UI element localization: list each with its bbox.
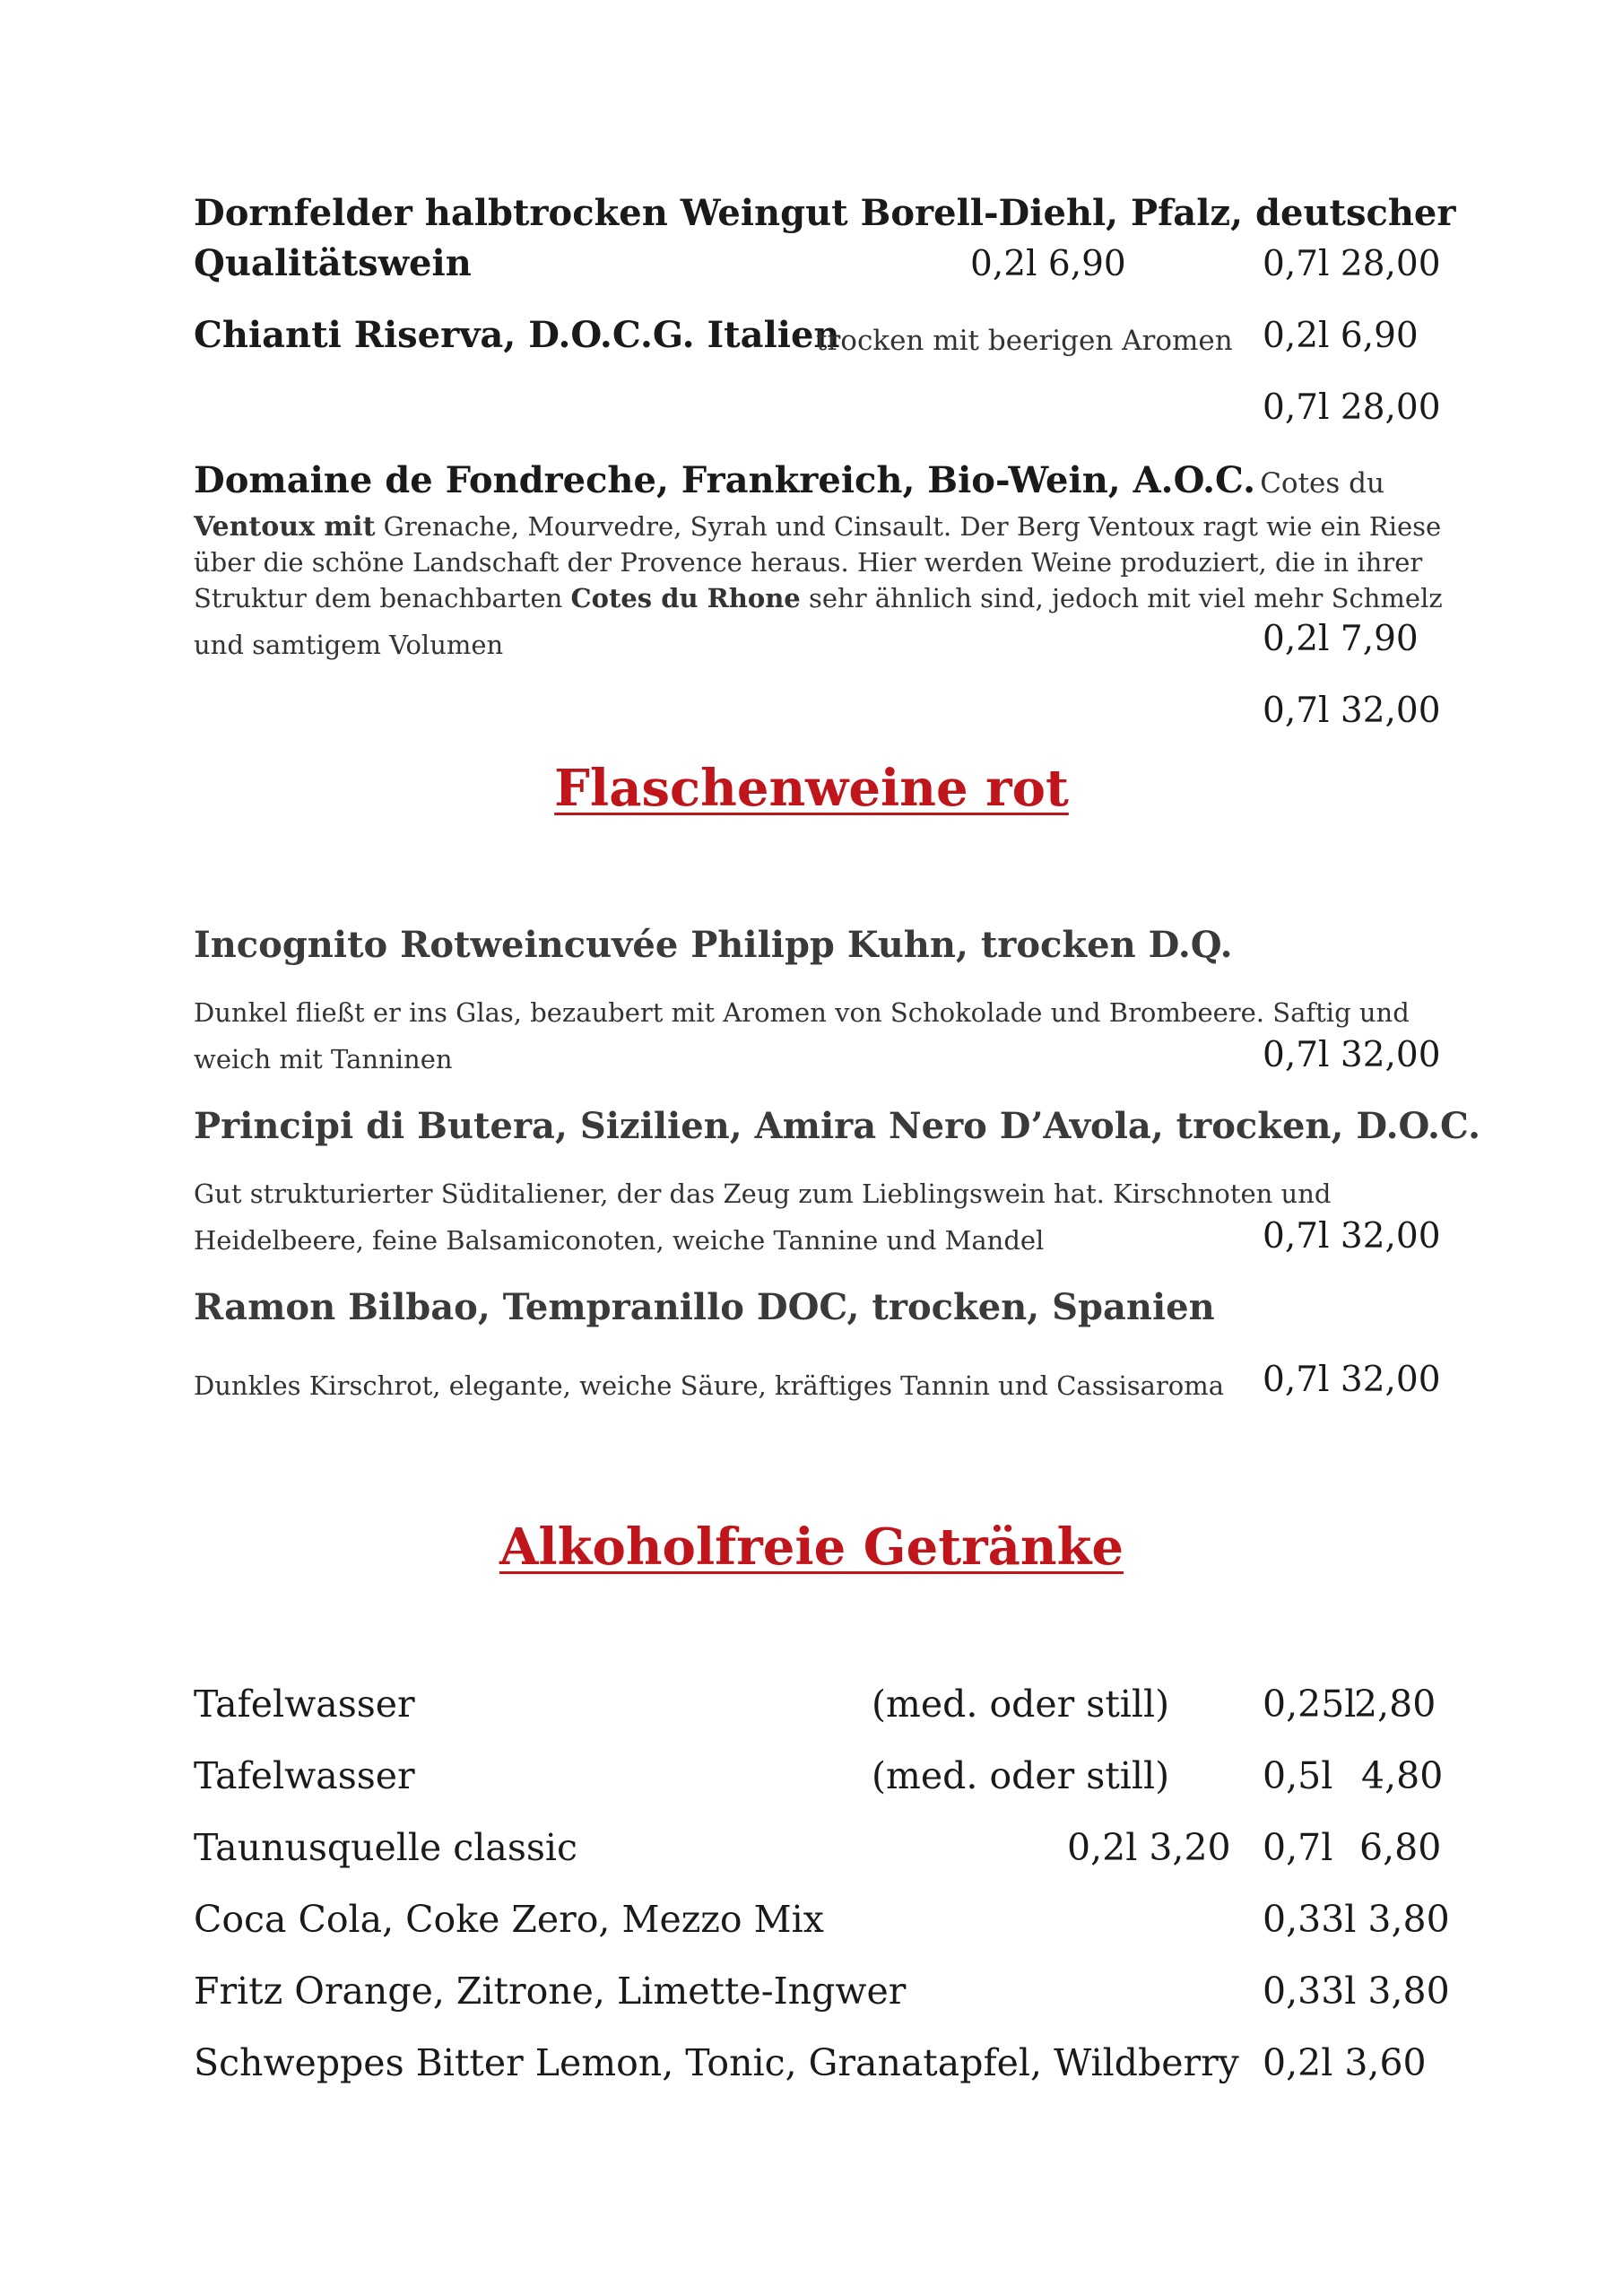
drink-name: Schweppes Bitter Lemon, Tonic, Granatapfel, Wildberry xyxy=(194,2041,1239,2084)
incognito-desc-line1: Dunkel fließt er ins Glas, bezaubert mit Aromen von Schokolade und Brombeere. Saftig und xyxy=(194,997,1410,1028)
butera-price: 0,7l 32,00 xyxy=(1263,1216,1441,1257)
section-title-red-wines: Flaschenweine rot xyxy=(554,759,1069,818)
drink-price: 6,80 xyxy=(1359,1826,1442,1869)
chianti-price-large: 0,7l 28,00 xyxy=(1263,387,1441,428)
domaine-desc-bold: Ventoux mit xyxy=(194,511,376,543)
domaine-desc-rest: Grenache, Mourvedre, Syrah und Cinsault. Der Berg Ventoux ragt wie ein Riese xyxy=(383,511,1442,542)
bilbao-title: Ramon Bilbao, Tempranillo DOC, trocken, Spanien xyxy=(194,1286,1215,1328)
incognito-desc-line2: weich mit Tanninen xyxy=(194,1044,453,1074)
domaine-price-large: 0,7l 32,00 xyxy=(1263,691,1441,731)
chianti-note: trocken mit beerigen Aromen xyxy=(816,325,1233,357)
drink-note: (med. oder still) xyxy=(872,1754,1170,1797)
drink-size-price: 0,33l 3,80 xyxy=(1263,1898,1450,1941)
butera-desc-line1: Gut strukturierter Süditaliener, der das Zeug zum Lieblingswein hat. Kirschnoten und xyxy=(194,1178,1332,1209)
domaine-desc-line4b: sehr ähnlich sind, jedoch mit viel mehr Schmelz xyxy=(808,583,1443,613)
drink-name: Taunusquelle classic xyxy=(194,1826,577,1869)
drink-size: 0,5l xyxy=(1263,1754,1333,1797)
drink-price: 4,80 xyxy=(1361,1754,1444,1797)
domaine-desc-line4-bold: Cotes du Rhone xyxy=(570,583,801,613)
drink-name: Tafelwasser xyxy=(194,1683,415,1726)
dornfelder-title-line1: Dornfelder halbtrocken Weingut Borell-Diehl, Pfalz, deutscher xyxy=(194,192,1456,234)
chianti-price-small: 0,2l 6,90 xyxy=(1263,316,1419,356)
drink-name: Coca Cola, Coke Zero, Mezzo Mix xyxy=(194,1898,824,1941)
domaine-price-small: 0,2l 7,90 xyxy=(1263,619,1419,659)
domaine-title-tail: Cotes du xyxy=(1260,467,1384,500)
domaine-desc-line4 xyxy=(194,583,1443,613)
drink-price: 2,80 xyxy=(1354,1683,1436,1726)
domaine-desc-line5: und samtigem Volumen xyxy=(194,630,504,660)
dornfelder-title-line2: Qualitätswein xyxy=(194,242,472,284)
domaine-desc-line4a: Struktur dem benachbarten xyxy=(194,583,563,613)
domaine-desc-line2 xyxy=(194,511,1441,543)
bilbao-price: 0,7l 32,00 xyxy=(1263,1360,1441,1400)
domaine-title-row xyxy=(194,459,1384,501)
section-title-soft-drinks: Alkoholfreie Getränke xyxy=(499,1518,1124,1577)
bilbao-desc-line1: Dunkles Kirschrot, elegante, weiche Säure, kräftiges Tannin und Cassisaroma xyxy=(194,1370,1225,1401)
drink-note: (med. oder still) xyxy=(872,1683,1170,1726)
domaine-desc-line3: über die schöne Landschaft der Provence heraus. Hier werden Weine produziert, die in ihrer xyxy=(194,547,1423,578)
chianti-title: Chianti Riserva, D.O.C.G. Italien xyxy=(194,314,840,356)
drink-size-price: 0,2l 3,60 xyxy=(1263,2041,1427,2084)
drink-size: 0,7l xyxy=(1263,1826,1333,1869)
drink-name: Fritz Orange, Zitrone, Limette-Ingwer xyxy=(194,1970,907,2013)
incognito-title: Incognito Rotweincuvée Philipp Kuhn, trocken D.Q. xyxy=(194,924,1233,966)
drink-size-price: 0,33l 3,80 xyxy=(1263,1970,1450,2013)
drink-size: 0,25l xyxy=(1263,1683,1357,1726)
butera-title: Principi di Butera, Sizilien, Amira Nero D’Avola, trocken, D.O.C. xyxy=(194,1105,1481,1147)
drink-name: Tafelwasser xyxy=(194,1754,415,1797)
incognito-price: 0,7l 32,00 xyxy=(1263,1035,1441,1075)
dornfelder-price-small: 0,2l 6,90 xyxy=(970,244,1126,284)
dornfelder-price-large: 0,7l 28,00 xyxy=(1263,244,1441,284)
domaine-title: Domaine de Fondreche, Frankreich, Bio-Wein, A.O.C. xyxy=(194,459,1256,501)
drink-mid-price: 0,2l 3,20 xyxy=(1067,1826,1231,1869)
butera-desc-line2: Heidelbeere, feine Balsamiconoten, weiche Tannine und Mandel xyxy=(194,1225,1045,1256)
